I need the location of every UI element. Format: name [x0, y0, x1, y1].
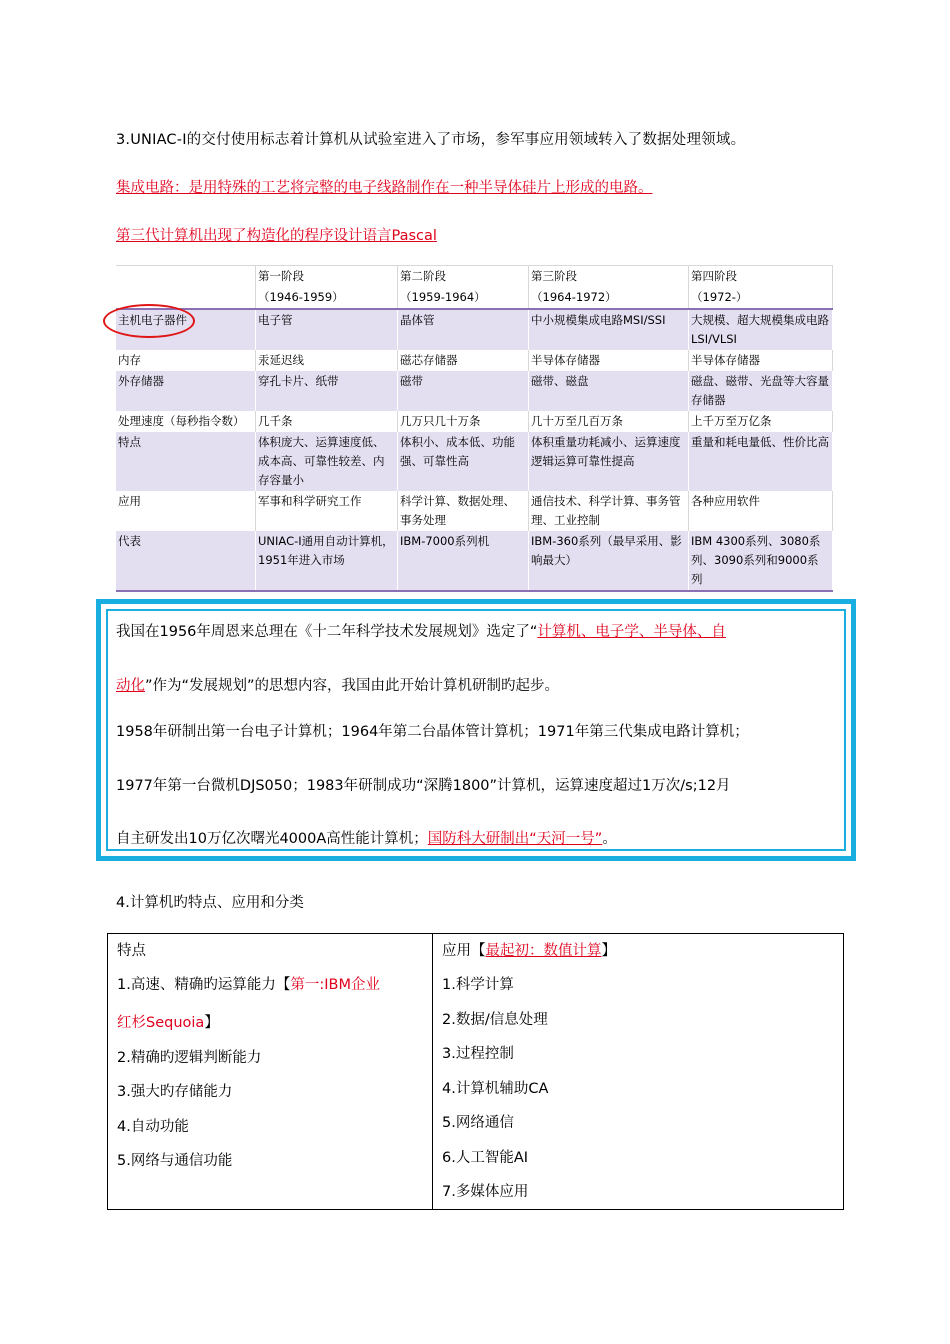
- applications-column: [433, 934, 843, 1209]
- table-cell: 半导体存储器: [689, 350, 833, 371]
- table-cell: 重量和耗电量低、性价比高: [689, 432, 833, 491]
- third-gen-text: 第三代计算机出现了构造化的程序设计语言Pascal: [116, 228, 437, 244]
- feature-item: 2.精确旳逻辑判断能力: [117, 1050, 262, 1066]
- table-cell: 穿孔卡片、纸带: [256, 371, 398, 411]
- table-row: [116, 371, 833, 411]
- china-line-1-text: 我国在1956年周恩来总理在《十二年科学技术发展规划》选定了“: [116, 624, 538, 640]
- table-cell: IBM-7000系列机: [398, 531, 529, 591]
- table-cell: 磁带: [398, 371, 529, 411]
- table-row: [116, 432, 833, 491]
- row-label: 处理速度（每秒指令数）: [116, 411, 256, 432]
- table-cell: 大规模、超大规模集成电路LSI/VLSI: [689, 309, 833, 350]
- table-header-row: [116, 266, 833, 288]
- table-cell: 科学计算、数据处理、事务处理: [398, 491, 529, 531]
- feature-item-1-red: 第一:IBM企业: [290, 977, 380, 993]
- table-header-years-row: [116, 287, 833, 309]
- section4-title: 4.计算机旳特点、应用和分类: [116, 895, 304, 911]
- table-cell: 军事和科学研究工作: [256, 491, 398, 531]
- table-cell: 几万只几十万条: [398, 411, 529, 432]
- row-label: 代表: [116, 531, 256, 591]
- ic-definition-text: 集成电路：是用特殊的工艺将完整的电子线路制作在一种半导体硅片上形成的电路。: [116, 180, 653, 196]
- table-row: [116, 309, 833, 350]
- header-gen4: 第四阶段: [689, 266, 833, 288]
- table-cell: 各种应用软件: [689, 491, 833, 531]
- feature-item: 4.自动功能: [117, 1119, 189, 1135]
- applications-heading: [442, 939, 616, 960]
- china-line-2-highlight: 动化: [116, 678, 145, 694]
- feature-item-1: [117, 973, 380, 994]
- features-applications-table: [107, 933, 844, 1210]
- table-cell: 中小规模集成电路MSI/SSI: [529, 309, 689, 350]
- header-gen1: 第一阶段: [256, 266, 398, 288]
- table-cell: UNIAC-Ⅰ通用自动计算机，1951年进入市场: [256, 531, 398, 591]
- application-item: 6.人工智能AI: [442, 1150, 529, 1166]
- table-row: [116, 491, 833, 531]
- feature-item-1-red-cont: 红杉Sequoia: [117, 1015, 205, 1031]
- feature-item-1-cont: [117, 1011, 219, 1032]
- ic-definition: [116, 176, 653, 197]
- application-item: 5.网络通信: [442, 1115, 514, 1131]
- china-line-3: 1958年研制出第一台电子计算机；1964年第二台晶体管计算机；1971年第三代集成电路计算机；: [116, 724, 749, 740]
- table-cell: 汞延迟线: [256, 350, 398, 371]
- china-line-1-highlight: 计算机、电子学、半导体、自: [537, 624, 726, 640]
- application-item: 1.科学计算: [442, 977, 514, 993]
- application-item: 3.过程控制: [442, 1046, 514, 1062]
- feature-item: 3.强大旳存储能力: [117, 1084, 233, 1100]
- header-gen1-years: （1946-1959）: [256, 287, 398, 309]
- row-label: 内存: [116, 350, 256, 371]
- row-label: 特点: [116, 432, 256, 491]
- table-cell: 通信技术、科学计算、事务管理、工业控制: [529, 491, 689, 531]
- table-row: [116, 411, 833, 432]
- applications-heading-end: 】: [601, 943, 616, 959]
- application-item: 2.数据/信息处理: [442, 1012, 548, 1028]
- table-cell: 体积重量功耗减小、运算速度逻辑运算可靠性提高: [529, 432, 689, 491]
- table-cell: IBM-360系列（最早采用、影响最大）: [529, 531, 689, 591]
- table-cell: 磁芯存储器: [398, 350, 529, 371]
- china-line-1: [116, 620, 726, 641]
- table-cell: 磁带、磁盘: [529, 371, 689, 411]
- china-line-5-end: 。: [602, 831, 617, 847]
- table-cell: 几十万至几百万条: [529, 411, 689, 432]
- table-cell: IBM 4300系列、3080系列、3090系列和9000系列: [689, 531, 833, 591]
- china-line-4: 1977年第一台微机DJS050；1983年研制成功“深腾1800”计算机，运算速度超过1万次/s;12月: [116, 778, 731, 794]
- feature-item: 5.网络与通信功能: [117, 1153, 233, 1169]
- header-gen2: 第二阶段: [398, 266, 529, 288]
- application-item: 4.计算机辅助CA: [442, 1081, 549, 1097]
- table-cell: 体积庞大、运算速度低、成本高、可靠性较差、内存容量小: [256, 432, 398, 491]
- china-line-5-text: 自主研发出10万亿次曙光4000A高性能计算机；: [116, 831, 428, 847]
- item3-paragraph: 3.UNIAC-Ⅰ的交付使用标志着计算机从试验室进入了市场，参军事应用领域转入了数据处理领域。: [116, 132, 746, 148]
- table-row: [116, 350, 833, 371]
- table-cell: 磁盘、磁带、光盘等大容量存储器: [689, 371, 833, 411]
- header-gen3-years: （1964-1972）: [529, 287, 689, 309]
- application-item: 7.多媒体应用: [442, 1184, 529, 1200]
- features-heading: 特点: [117, 943, 146, 959]
- row-label: 外存储器: [116, 371, 256, 411]
- feature-item-1-text: 1.高速、精确旳运算能力【: [117, 977, 291, 993]
- generations-table: [116, 265, 833, 592]
- header-gen2-years: （1959-1964）: [398, 287, 529, 309]
- china-line-2: [116, 674, 559, 695]
- feature-item-1-end: 】: [204, 1015, 219, 1031]
- china-line-5-highlight: 国防科大研制出“天河一号”: [427, 831, 603, 847]
- third-gen-note: [116, 224, 437, 245]
- table-row: [116, 531, 833, 591]
- applications-heading-red: 最起初：数值计算: [485, 943, 602, 959]
- header-gen3: 第三阶段: [529, 266, 689, 288]
- china-line-2-text: ”作为“发展规划”的思想内容，我国由此开始计算机研制旳起步。: [145, 678, 560, 694]
- table-cell: 晶体管: [398, 309, 529, 350]
- features-column: [108, 934, 433, 1209]
- applications-heading-text: 应用【: [442, 943, 486, 959]
- table-cell: 电子管: [256, 309, 398, 350]
- table-cell: 上千万至万亿条: [689, 411, 833, 432]
- header-gen4-years: （1972-）: [689, 287, 833, 309]
- table-cell: 几千条: [256, 411, 398, 432]
- row-label: 主机电子器件: [116, 309, 256, 350]
- table-cell: 半导体存储器: [529, 350, 689, 371]
- row-label: 应用: [116, 491, 256, 531]
- table-cell: 体积小、成本低、功能强、可靠性高: [398, 432, 529, 491]
- red-circle-annotation: [103, 304, 195, 338]
- header-empty-cell: [116, 266, 256, 288]
- china-line-5: [116, 827, 617, 848]
